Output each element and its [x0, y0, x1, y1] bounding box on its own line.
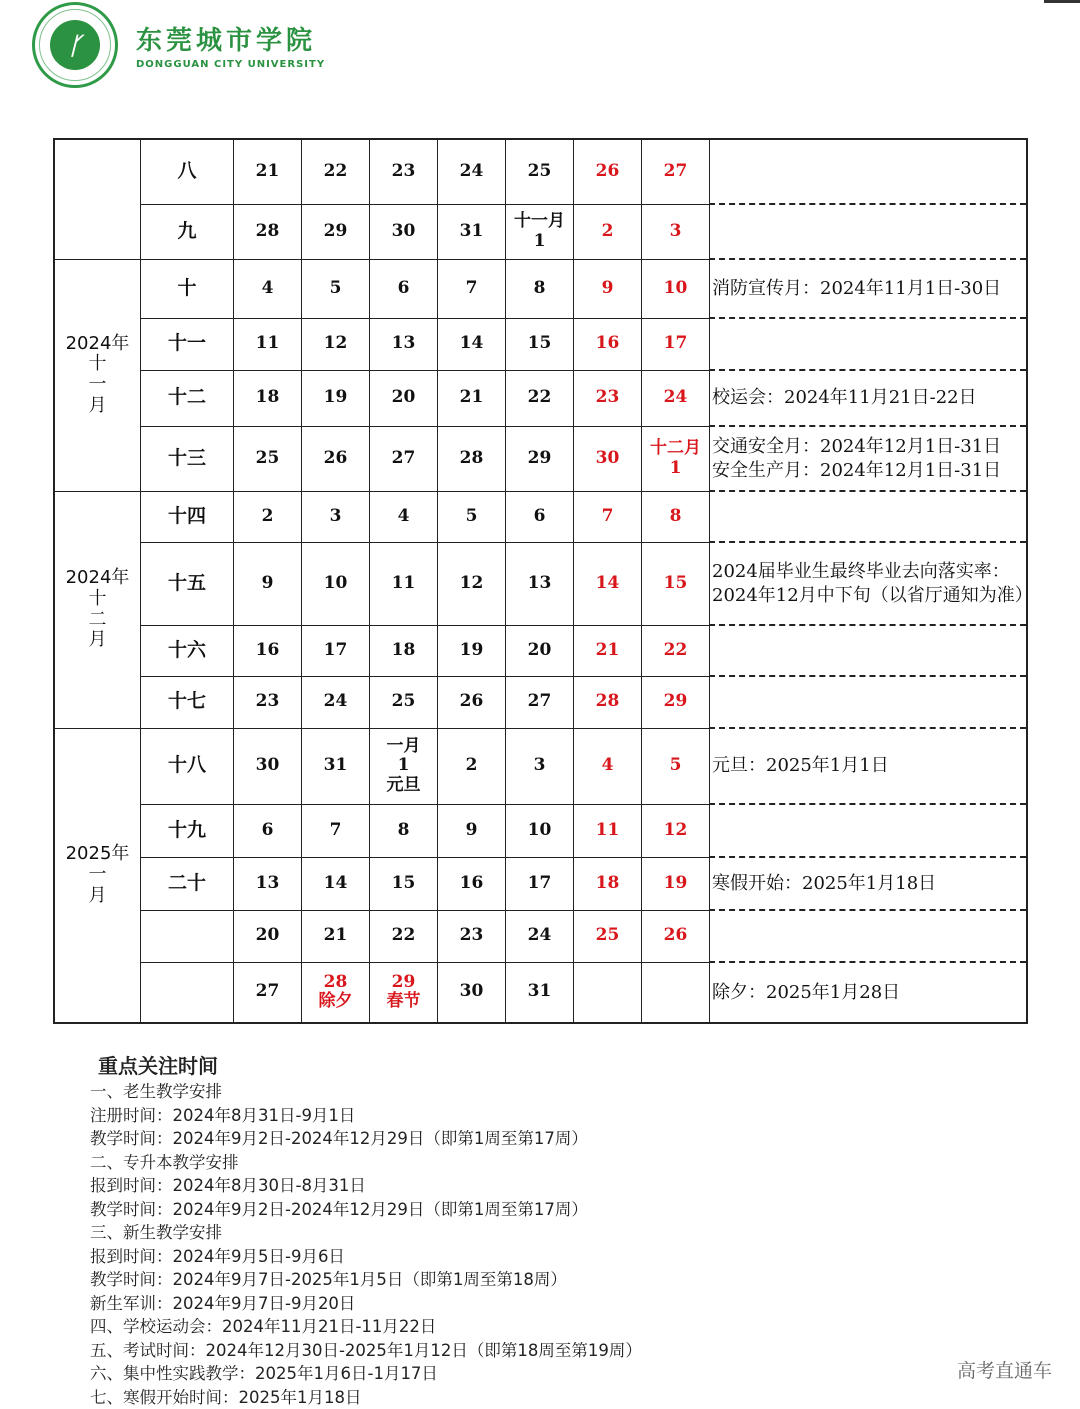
day-cell: 28	[234, 204, 302, 259]
key-date-line: 一、老生教学安排	[90, 1082, 222, 1101]
day-cell: 17	[506, 857, 574, 910]
week-number: 二十	[141, 857, 234, 910]
day-cell: 30	[438, 962, 506, 1023]
key-date-line: 七、寒假开始时间：2025年1月18日	[90, 1387, 362, 1407]
day-cell: 4	[234, 259, 302, 318]
day-cell: 11	[370, 542, 438, 625]
day-cell: 26	[642, 910, 710, 962]
day-cell: 16	[234, 625, 302, 676]
day-cell: 16	[574, 318, 642, 370]
event-note: 元旦：2025年1月1日	[710, 728, 1028, 804]
day-cell: 25	[234, 426, 302, 491]
day-cell: 10	[506, 804, 574, 857]
week-number: 十一	[141, 318, 234, 370]
event-note	[710, 910, 1028, 962]
week-number: 十四	[141, 491, 234, 542]
key-date-line: 四、学校运动会：2024年11月21日-11月22日	[90, 1317, 437, 1336]
day-cell: 8	[506, 259, 574, 318]
day-cell: 20	[234, 910, 302, 962]
day-cell: 23	[438, 910, 506, 962]
day-cell: 11	[234, 318, 302, 370]
day-cell: 13	[370, 318, 438, 370]
day-cell: 13	[506, 542, 574, 625]
day-cell: 2	[438, 728, 506, 804]
day-cell: 31	[438, 204, 506, 259]
day-cell: 12	[438, 542, 506, 625]
week-number: 十六	[141, 625, 234, 676]
key-date-line: 教学时间：2024年9月7日-2025年1月5日（即第1周至第18周）	[90, 1270, 567, 1289]
day-cell: 29	[506, 426, 574, 491]
day-cell: 7	[302, 804, 370, 857]
day-cell: 25	[506, 139, 574, 204]
day-cell: 17	[642, 318, 710, 370]
week-number: 十三	[141, 426, 234, 491]
day-cell: 22	[642, 625, 710, 676]
day-cell: 27	[234, 962, 302, 1023]
event-note	[710, 139, 1028, 204]
week-row	[54, 542, 1027, 625]
day-cell: 28	[574, 676, 642, 728]
day-cell: 9	[574, 259, 642, 318]
day-cell: 27	[642, 139, 710, 204]
day-cell: 2	[574, 204, 642, 259]
event-note	[710, 676, 1028, 728]
week-number: 十七	[141, 676, 234, 728]
key-date-line: 教学时间：2024年9月2日-2024年12月29日（即第1周至第17周）	[90, 1129, 588, 1148]
month-label: 2024年 十 二 月	[54, 491, 141, 728]
day-cell: 10	[642, 259, 710, 318]
event-note	[710, 204, 1028, 259]
day-cell: 26	[574, 139, 642, 204]
day-cell: 31	[302, 728, 370, 804]
day-cell: 2	[234, 491, 302, 542]
month-label: 2025年 一 月	[54, 728, 141, 1023]
day-cell: 18	[574, 857, 642, 910]
day-cell: 21	[574, 625, 642, 676]
week-row	[54, 318, 1027, 370]
day-cell: 13	[234, 857, 302, 910]
day-cell: 15	[370, 857, 438, 910]
day-cell: 14	[574, 542, 642, 625]
day-cell: 5	[302, 259, 370, 318]
event-note	[710, 491, 1028, 542]
day-cell: 26	[438, 676, 506, 728]
day-cell: 8	[370, 804, 438, 857]
day-cell: 9	[234, 542, 302, 625]
day-cell: 23	[234, 676, 302, 728]
event-note: 校运会：2024年11月21日-22日	[710, 370, 1028, 426]
key-date-line: 五、考试时间：2024年12月30日-2025年1月12日（即第18周至第19周）	[90, 1340, 642, 1360]
day-cell: 18	[234, 370, 302, 426]
day-cell: 28	[438, 426, 506, 491]
day-cell: 11	[574, 804, 642, 857]
week-number: 十八	[141, 728, 234, 804]
week-row	[54, 910, 1027, 962]
week-row	[54, 204, 1027, 259]
event-note	[710, 625, 1028, 676]
day-cell: 6	[370, 259, 438, 318]
watermark: 高考直通车	[956, 1360, 1052, 1382]
event-note	[710, 318, 1028, 370]
day-cell: 22	[370, 910, 438, 962]
day-cell: 15	[506, 318, 574, 370]
day-cell: 22	[506, 370, 574, 426]
day-cell: 14	[438, 318, 506, 370]
day-cell: 19	[438, 625, 506, 676]
day-cell: 31	[506, 962, 574, 1023]
day-cell: 23	[574, 370, 642, 426]
day-cell: 22	[302, 139, 370, 204]
day-cell: 26	[302, 426, 370, 491]
day-cell: 5	[438, 491, 506, 542]
event-note	[710, 804, 1028, 857]
day-cell: 3	[302, 491, 370, 542]
event-note: 消防宣传月：2024年11月1日-30日	[710, 259, 1028, 318]
day-cell: 7	[574, 491, 642, 542]
key-date-line: 六、集中性实践教学：2025年1月6日-1月17日	[90, 1364, 438, 1383]
day-cell: 21	[234, 139, 302, 204]
week-row	[54, 728, 1027, 804]
day-cell: 30	[234, 728, 302, 804]
event-note: 交通安全月：2024年12月1日-31日 安全生产月：2024年12月1日-31日	[710, 426, 1028, 491]
day-cell: 十一月 1	[506, 204, 574, 259]
key-date-line: 注册时间：2024年8月31日-9月1日	[90, 1105, 356, 1125]
week-row	[54, 962, 1027, 1023]
day-cell: 29	[642, 676, 710, 728]
key-dates-section	[90, 1052, 642, 1409]
day-cell: 28 除夕	[302, 962, 370, 1023]
day-cell	[574, 962, 642, 1023]
day-cell: 12	[642, 804, 710, 857]
event-note: 除夕：2025年1月28日	[710, 962, 1028, 1023]
key-date-line: 教学时间：2024年9月2日-2024年12月29日（即第1周至第17周）	[90, 1199, 588, 1219]
day-cell: 29	[302, 204, 370, 259]
seal-emblem: ᚴ	[50, 20, 100, 70]
day-cell: 24	[302, 676, 370, 728]
logo-name-en: DONGGUAN CITY UNIVERSITY	[136, 59, 326, 70]
day-cell: 7	[438, 259, 506, 318]
day-cell: 十二月 1	[642, 426, 710, 491]
day-cell: 19	[302, 370, 370, 426]
day-cell: 14	[302, 857, 370, 910]
day-cell: 17	[302, 625, 370, 676]
week-number: 八	[141, 139, 234, 204]
day-cell: 27	[370, 426, 438, 491]
day-cell: 3	[642, 204, 710, 259]
day-cell: 6	[506, 491, 574, 542]
week-row	[54, 259, 1027, 318]
week-row	[54, 676, 1027, 728]
week-number	[141, 910, 234, 962]
day-cell: 24	[642, 370, 710, 426]
day-cell: 5	[642, 728, 710, 804]
month-label: 2024年 十 一 月	[54, 259, 141, 491]
logo-name-cn: 东莞城市学院	[136, 26, 317, 56]
university-logo	[32, 2, 325, 88]
seal-icon	[32, 2, 118, 88]
day-cell: 30	[574, 426, 642, 491]
key-date-line: 新生军训：2024年9月7日-9月20日	[90, 1293, 356, 1313]
day-cell: 12	[302, 318, 370, 370]
day-cell: 21	[302, 910, 370, 962]
week-number: 十五	[141, 542, 234, 625]
day-cell: 24	[438, 139, 506, 204]
event-note: 寒假开始：2025年1月18日	[710, 857, 1028, 910]
day-cell: 一月 1 元旦	[370, 728, 438, 804]
corner-line	[1044, 0, 1080, 3]
day-cell: 10	[302, 542, 370, 625]
day-cell: 20	[506, 625, 574, 676]
day-cell: 19	[642, 857, 710, 910]
day-cell: 27	[506, 676, 574, 728]
day-cell: 23	[370, 139, 438, 204]
day-cell: 3	[506, 728, 574, 804]
key-date-line: 报到时间：2024年9月5日-9月6日	[90, 1246, 345, 1266]
week-row	[54, 804, 1027, 857]
month-label	[54, 139, 141, 259]
key-date-line: 报到时间：2024年8月30日-8月31日	[90, 1176, 366, 1195]
week-row	[54, 370, 1027, 426]
key-date-line: 三、新生教学安排	[90, 1223, 222, 1242]
week-number: 十二	[141, 370, 234, 426]
week-row	[54, 625, 1027, 676]
day-cell: 21	[438, 370, 506, 426]
school-calendar-table	[53, 138, 1033, 1024]
day-cell: 29 春节	[370, 962, 438, 1023]
day-cell: 4	[574, 728, 642, 804]
key-date-line: 二、专升本教学安排	[90, 1152, 239, 1172]
day-cell: 20	[370, 370, 438, 426]
key-dates-title: 重点关注时间	[98, 1054, 218, 1078]
event-note: 2024届毕业生最终毕业去向落实率：2024年12月中下旬（以省厅通知为准）	[710, 542, 1028, 625]
week-row	[54, 426, 1027, 491]
week-row	[54, 857, 1027, 910]
week-row	[54, 491, 1027, 542]
day-cell: 9	[438, 804, 506, 857]
day-cell: 30	[370, 204, 438, 259]
week-number	[141, 962, 234, 1023]
day-cell: 15	[642, 542, 710, 625]
week-number: 十九	[141, 804, 234, 857]
day-cell: 16	[438, 857, 506, 910]
day-cell: 8	[642, 491, 710, 542]
week-row	[54, 139, 1027, 204]
day-cell: 4	[370, 491, 438, 542]
day-cell	[642, 962, 710, 1023]
day-cell: 18	[370, 625, 438, 676]
day-cell: 25	[370, 676, 438, 728]
day-cell: 24	[506, 910, 574, 962]
week-number: 九	[141, 204, 234, 259]
week-number: 十	[141, 259, 234, 318]
day-cell: 6	[234, 804, 302, 857]
day-cell: 25	[574, 910, 642, 962]
